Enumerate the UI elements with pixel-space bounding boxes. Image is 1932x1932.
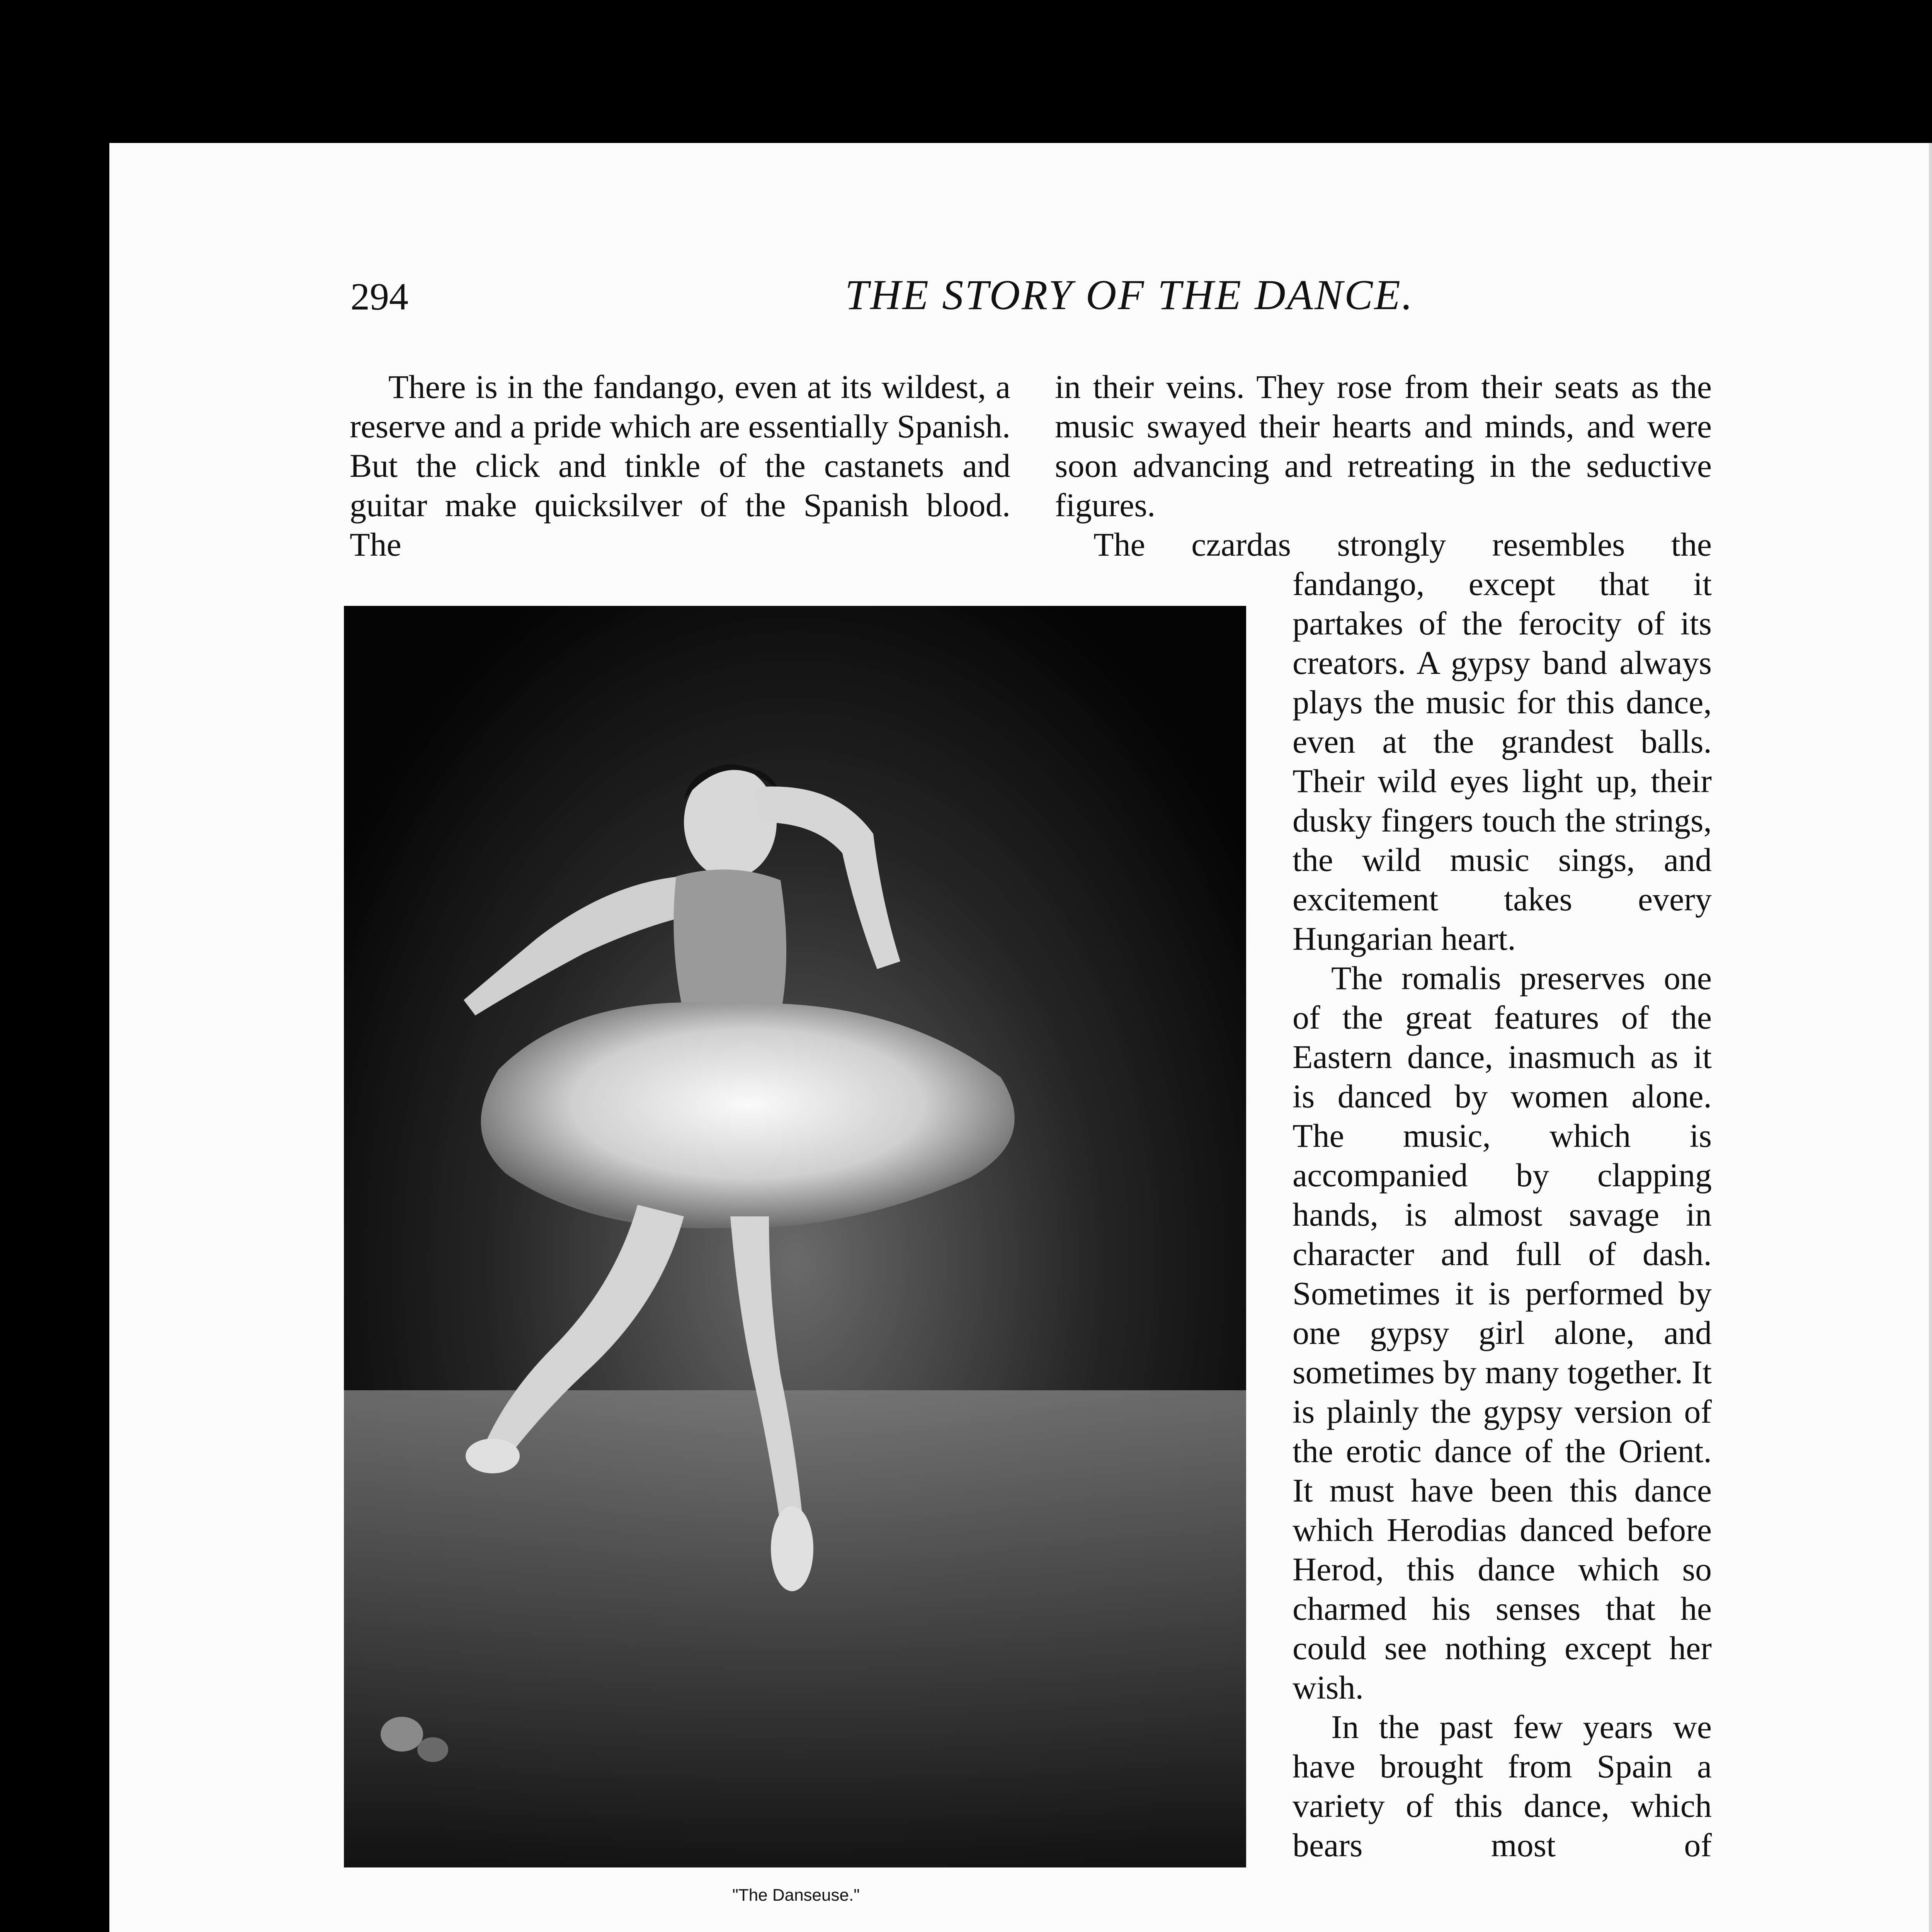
right-column-top [1055, 367, 1712, 564]
running-title: THE STORY OF THE DANCE. [845, 271, 1414, 318]
left-column-top [350, 367, 1010, 564]
illustration-caption: "The Danseuse." [732, 1886, 860, 1905]
paragraph-czardas: fandango, except that it partakes of the ferocity of its creators. A gypsy band always plays the music for this dance, even at the grandest balls. Their wild eyes light up, their dusky fingers touch the strings, the wild music sings, and excitement takes every Hungarian heart. [1293, 565, 1712, 957]
page-number: 294 [350, 275, 408, 318]
book-spine [1929, 143, 1932, 1932]
paragraph-czardas-start: The czardas strongly resembles the [1094, 526, 1712, 563]
page-header [242, 271, 1749, 328]
danseuse-illustration [344, 606, 1246, 1867]
ballerina-image [344, 606, 1246, 1867]
paragraph-past-few-years: In the past few years we have brought from Spain a variety of this dance, which bears most of [1293, 1708, 1712, 1864]
right-column-narrow [1293, 564, 1712, 1865]
paragraph-romalis: The romalis preserves one of the great features of the Eastern dance, inasmuch as it is danced by women alone. The music, which is accompanied by clapping hands, is almost savage in character and full of dash. Sometimes it is performed by one gypsy girl alone, and sometimes by many together. It is plainly the gypsy version of the erotic dance of the Orient. It must have been this dance which Herodias danced before Herod, this dance which so charmed his senses that he could see nothing except her wish. [1293, 959, 1712, 1706]
paragraph-veins: in their veins. They rose from their seats as the music swayed their hearts and minds, and were soon advancing and retreating in the seductive figures. [1055, 368, 1712, 524]
paragraph-fandango: There is in the fandango, even at its wildest, a reserve and a pride which are essentially Spanish. But the click and tinkle of the castanets and guitar make quicksilver of the Spanish blood. The [350, 368, 1010, 563]
